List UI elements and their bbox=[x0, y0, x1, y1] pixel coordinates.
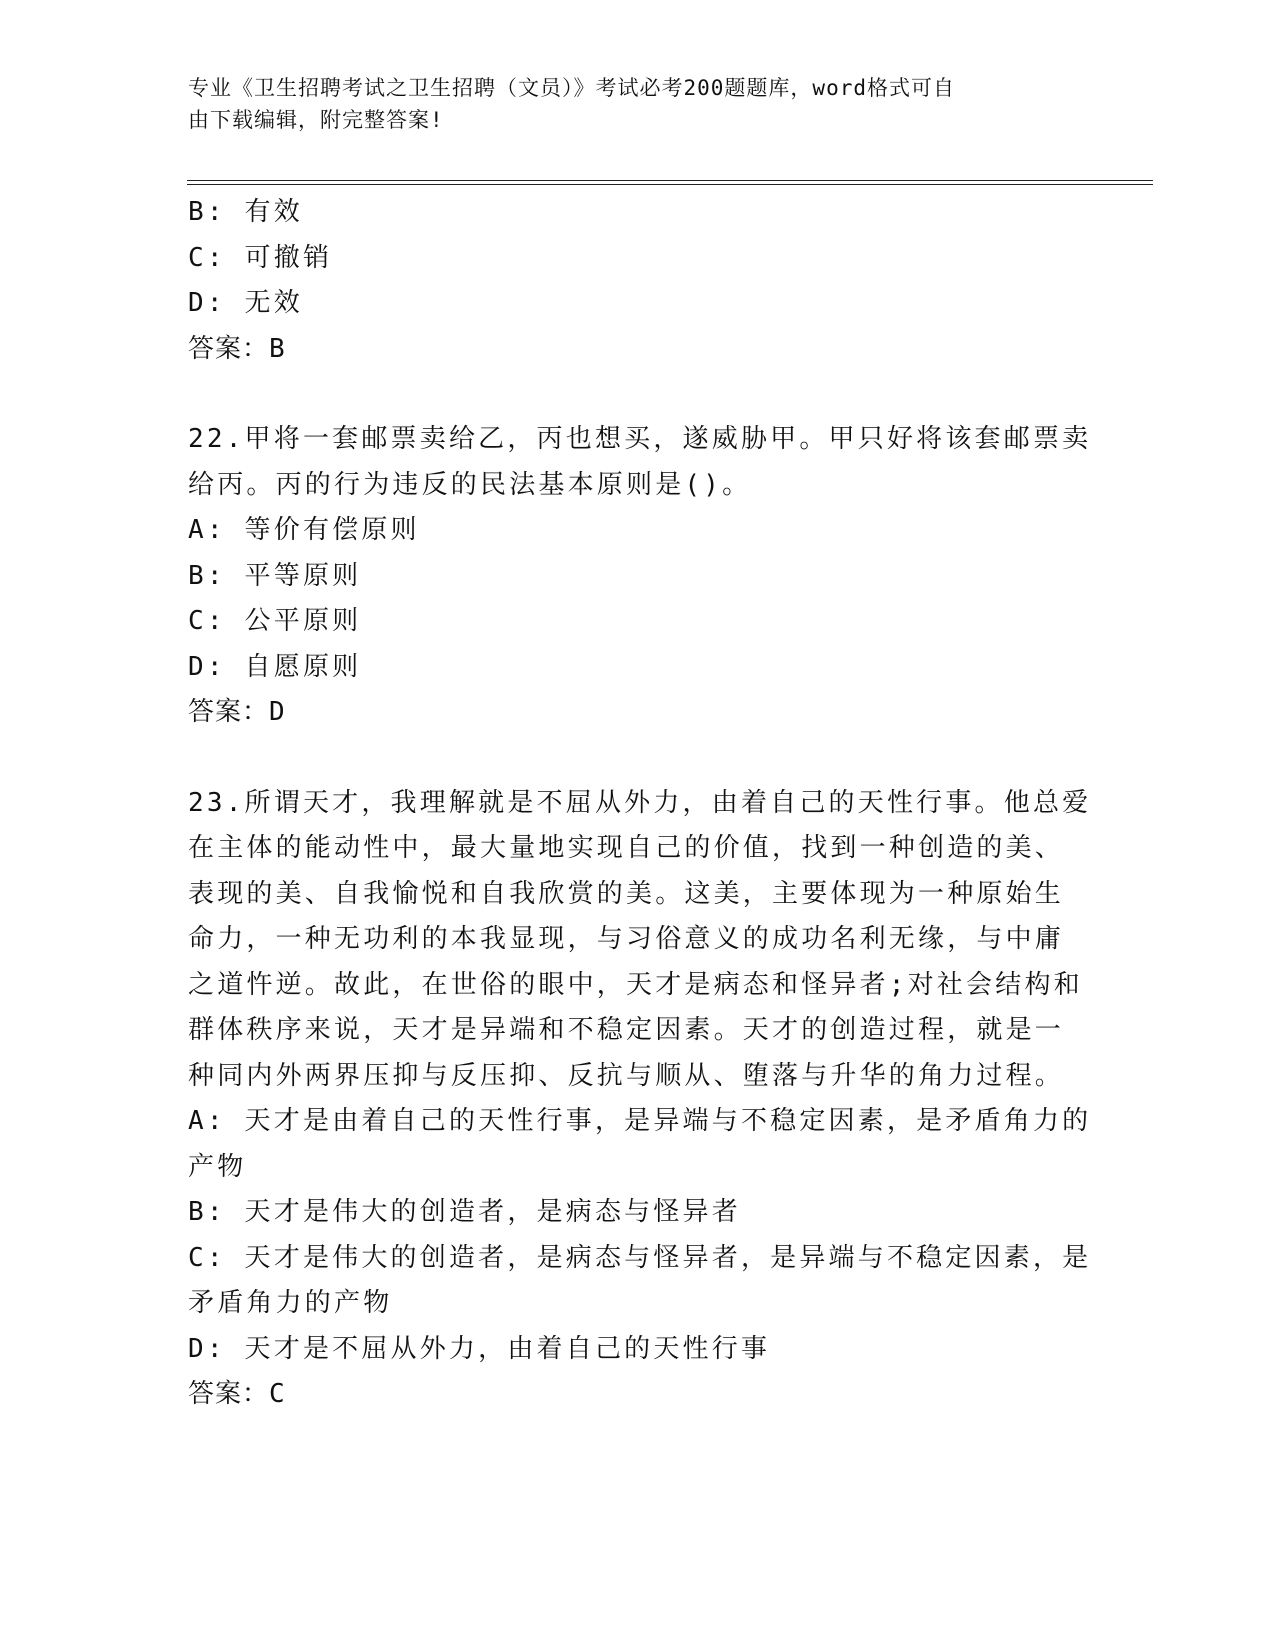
answer-line bbox=[188, 1372, 1088, 1418]
question-text-line: 给丙。丙的行为违反的民法基本原则是()。 bbox=[188, 469, 752, 500]
document-body bbox=[188, 190, 1092, 1418]
question-text-line: 群体秩序来说，天才是异端和不稳定因素。天才的创造过程，就是一 bbox=[188, 1015, 1065, 1045]
question-text-line: 23.所谓天才，我理解就是不屈从外力，由着自己的天性行事。他总爱 bbox=[188, 787, 1092, 818]
option-b: B: 有效 bbox=[188, 197, 303, 227]
question-text-line: 在主体的能动性中，最大量地实现自己的价值，找到一种创造的美、 bbox=[188, 833, 1065, 863]
option-a-continued: 产物 bbox=[188, 1151, 247, 1182]
option-c: C: 天才是伟大的创造者，是病态与怪异者，是异端与不稳定因素，是 bbox=[188, 1242, 1092, 1273]
answer-label: 答案： bbox=[188, 333, 270, 364]
header-rule-top bbox=[187, 180, 1153, 181]
answer-value: B bbox=[269, 333, 286, 364]
question-text-line: 种同内外两界压抑与反压抑、反抗与顺从、堕落与升华的角力过程。 bbox=[188, 1060, 1065, 1091]
question-23 bbox=[188, 781, 1092, 1418]
question-text-line: 表现的美、自我愉悦和自我欣赏的美。这美，主要体现为一种原始生 bbox=[188, 878, 1065, 909]
question-text-line: 22.甲将一套邮票卖给乙，丙也想买，遂威胁甲。甲只好将该套邮票卖 bbox=[188, 424, 1092, 454]
option-c: C: 可撤销 bbox=[188, 242, 333, 273]
header-line-2: 由下载编辑，附完整答案! bbox=[188, 108, 444, 132]
option-d: D: 无效 bbox=[188, 288, 303, 318]
option-a: A: 天才是由着自己的天性行事，是异端与不稳定因素，是矛盾角力的 bbox=[188, 1106, 1092, 1136]
question-text-line: 之道忤逆。故此，在世俗的眼中，天才是病态和怪异者;对社会结构和 bbox=[188, 969, 1083, 1000]
question-22 bbox=[188, 417, 1092, 736]
answer-line bbox=[188, 690, 1088, 736]
answer-value: C bbox=[269, 1379, 286, 1409]
answer-label: 答案： bbox=[188, 1379, 270, 1409]
answer-line bbox=[188, 327, 1088, 373]
answer-label: 答案： bbox=[188, 697, 270, 727]
question-text-line: 命力，一种无功利的本我显现，与习俗意义的成功名利无缘，与中庸 bbox=[188, 924, 1065, 954]
option-d: D: 自愿原则 bbox=[188, 651, 362, 682]
document-header bbox=[188, 72, 1068, 136]
option-d: D: 天才是不屈从外力，由着自己的天性行事 bbox=[188, 1333, 771, 1364]
header-rule-bottom bbox=[187, 184, 1153, 185]
option-c: C: 公平原则 bbox=[188, 606, 362, 636]
option-b: B: 天才是伟大的创造者，是病态与怪异者 bbox=[188, 1197, 741, 1227]
option-a: A: 等价有偿原则 bbox=[188, 515, 420, 545]
spacer bbox=[188, 736, 1088, 781]
spacer bbox=[188, 372, 1088, 417]
option-c-continued: 矛盾角力的产物 bbox=[188, 1288, 393, 1318]
option-b: B: 平等原则 bbox=[188, 560, 362, 591]
answer-value: D bbox=[269, 697, 286, 727]
question-21-tail bbox=[188, 190, 1088, 372]
header-line-1: 专业《卫生招聘考试之卫生招聘（文员）》考试必考200题题库，word格式可自 bbox=[188, 76, 955, 100]
